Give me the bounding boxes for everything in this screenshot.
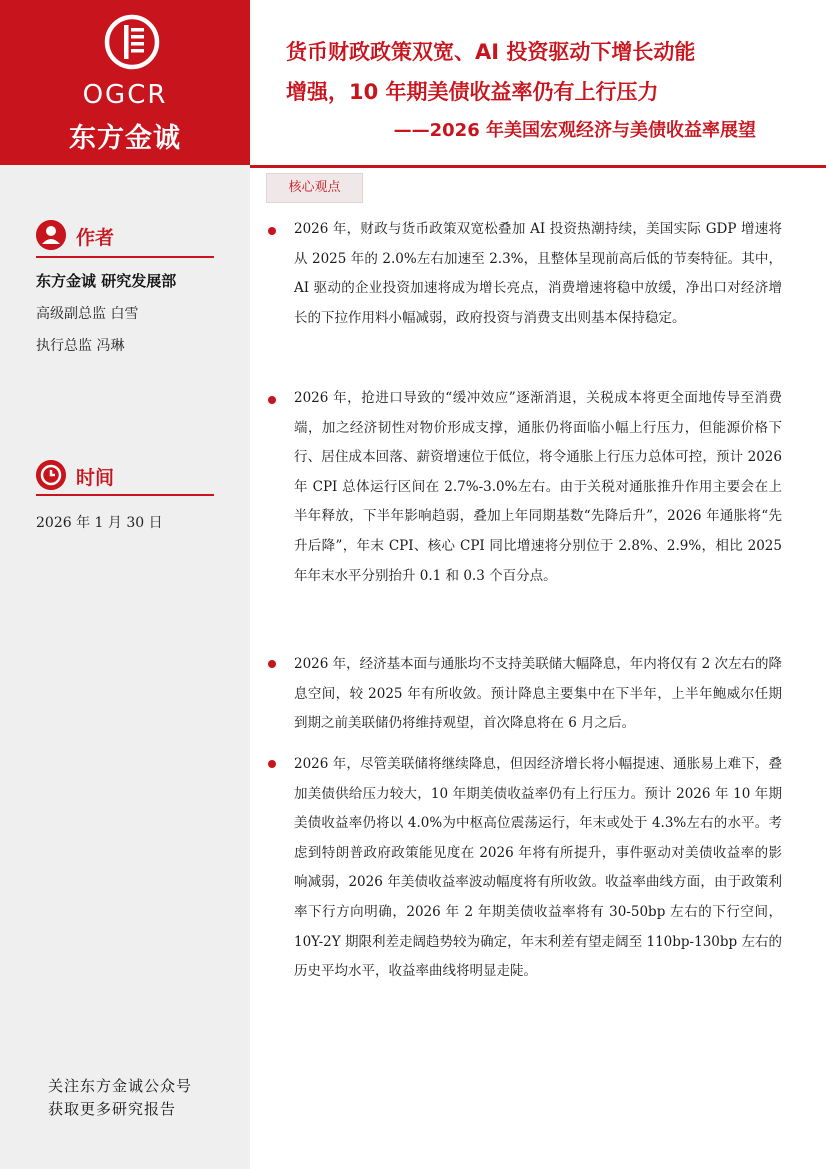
brand-logo-en: OGCR	[82, 80, 168, 110]
core-point: 2026 年，经济基本面与通胀均不支持美联储大幅降息，年内将仅有 2 次左右的降息空间，较 2025 年有所收敛。预计降息主要集中在下半年，上半年鲍威尔任期到期之前美联储仍将维持观望，首次降息将在 6 月之后。	[294, 656, 782, 732]
footer-follow: 关注东方金诚公众号	[48, 1077, 193, 1095]
report-title-line2: 增强，10 年期美债收益率仍有上行压力	[286, 80, 659, 104]
brand-header	[0, 0, 250, 165]
author-name: 高级副总监 白雪	[36, 306, 139, 322]
brand-logo-cn: 东方金诚	[69, 123, 181, 154]
core-point: 2026 年，财政与货币政策双宽松叠加 AI 投资热潮持续，美国实际 GDP 增速将从 2025 年的 2.0%左右加速至 2.3%，且整体呈现前高后低的节奏特征。其中，AI 驱动的企业投资加速将成为增长亮点，消费增速将稳中放缓，净出口对经济增长的下拉作用料小幅减弱，政府投资与消费支出则基本保持稳定。	[294, 221, 782, 326]
brand-logo-icon	[104, 14, 160, 70]
author-heading: 作者	[76, 227, 115, 249]
department: 东方金诚 研究发展部	[36, 272, 177, 290]
time-heading: 时间	[76, 467, 115, 489]
core-point: 2026 年，抢进口导致的“缓冲效应”逐渐消退，关税成本将更全面地传导至消费端，加之经济韧性对物价形成支撑，通胀仍将面临小幅上行压力，但能源价格下行、居住成本回落、薪资增速位于低位，将令通胀上行压力总体可控，预计 2026 年 CPI 总体运行区间在 2.7%-3.0%左右。由于关税对通胀推升作用主要会在上半年释放，下半年影响趋弱，叠加上年同期基数“先降后升”，2026 年通胀将“先升后降”，年末 CPI、核心 CPI 同比增速将分别位于 2.8%、2.9%，相比 2025 年年末水平分别抬升 0.1 和 0.3 个百分点。	[294, 390, 782, 584]
author-divider	[36, 256, 214, 258]
time-divider	[36, 494, 214, 496]
footer-more: 获取更多研究报告	[48, 1100, 177, 1118]
core-views-tag: 核心观点	[266, 173, 363, 203]
bullet-icon	[268, 396, 276, 404]
author-icon	[36, 220, 66, 250]
core-point: 2026 年，尽管美联储将继续降息，但因经济增长将小幅提速、通胀易上难下，叠加美债供给压力较大，10 年期美债收益率仍有上行压力。预计 2026 年 10 年期美债收益率仍将以 4.0%为中枢高位震荡运行，年末或处于 4.3%左右的水平。考虑到特朗普政府政策能见度在 2026 年将有所提升，事件驱动对美债收益率的影响减弱，2026 年美债收益率波动幅度将有所收敛。收益率曲线方面，由于政策利率下行方向明确，2026 年 2 年期美债收益率将有 30-50bp 左右的下行空间，10Y-2Y 期限利差走阔趋势较为确定，年末利差有望走阔至 110bp-130bp 左右的历史平均水平，收益率曲线将明显走陡。	[294, 756, 782, 980]
clock-icon	[36, 460, 66, 490]
bullet-icon	[268, 660, 276, 668]
bullet-icon	[268, 227, 276, 235]
report-title-line1: 货币财政政策双宽、AI 投资驱动下增长动能	[286, 40, 696, 64]
author-name: 执行总监 冯琳	[36, 338, 125, 354]
sidebar	[0, 0, 250, 1169]
report-date: 2026 年 1 月 30 日	[36, 515, 163, 531]
report-subtitle: ——2026 年美国宏观经济与美债收益率展望	[393, 120, 756, 141]
report-title-area	[250, 0, 826, 165]
bullet-icon	[268, 760, 276, 768]
header-divider	[250, 165, 826, 168]
